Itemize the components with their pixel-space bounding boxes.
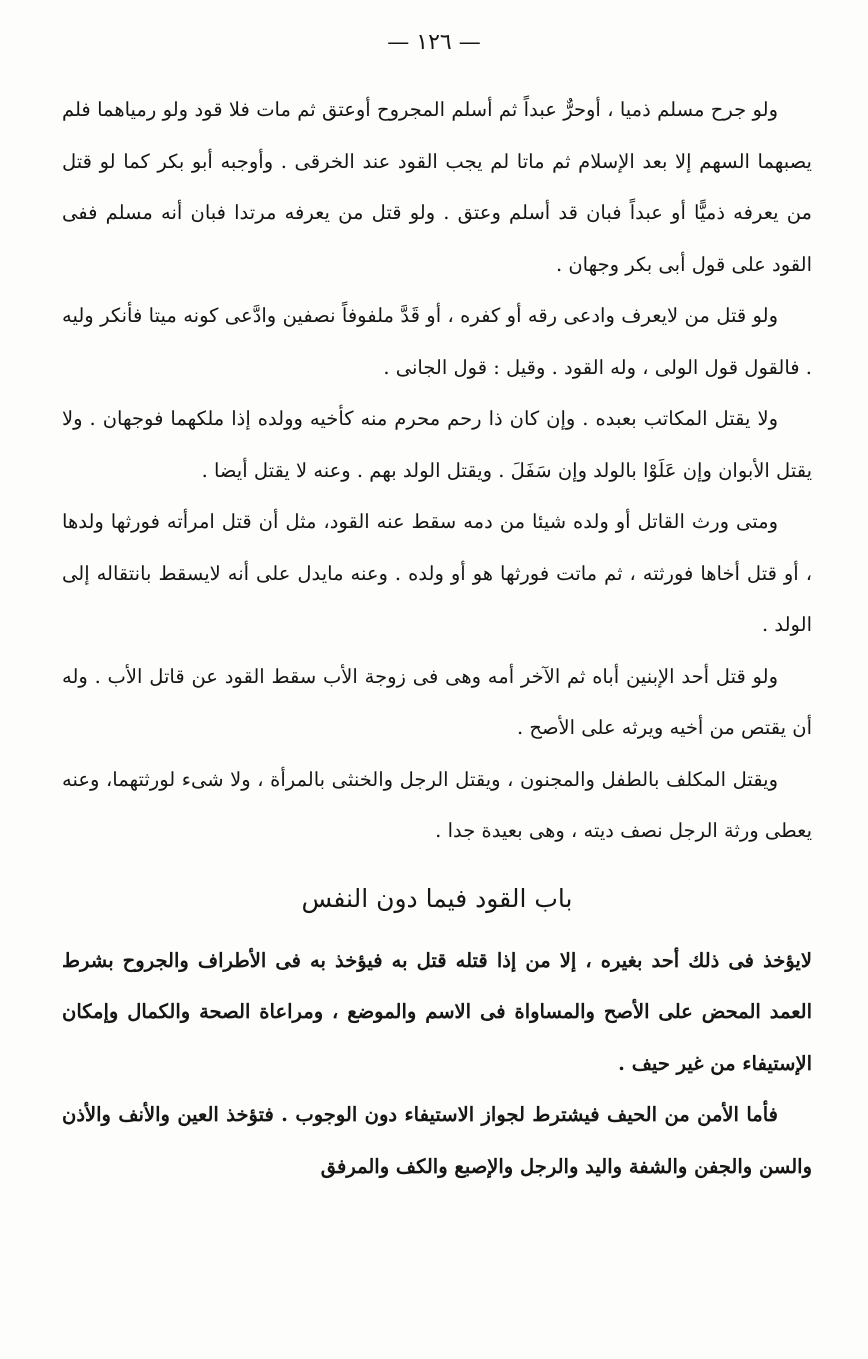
paragraph-1: ولو جرح مسلم ذميا ، أوحرٌّ عبداً ثم أسلم المجروح أوعتق ثم مات فلا قود ولو رمياهما فلم يصبهما السهم إلا بعد الإسلام ثم ماتا لم يجب القود عند الخرقى . وأوجبه أبو بكر كما لو قتل من يعرفه ذميًّا أو عبداً فبان قد أسلم وعتق . ولو قتل من يعرفه مرتدا فبان أنه مسلم ففى القود على قول أبى بكر وجهان . [62,98,812,276]
paragraph-8: فأما الأمن من الحيف فيشترط لجواز الاستيفاء دون الوجوب . فتؤخذ العين والأنف والأذن والسن والجفن والشفة واليد والرجل والإصبع والكف والمرفق [62,1103,812,1178]
paragraph-7: لايؤخذ فى ذلك أحد بغيره ، إلا من إذا قتله قتل به فيؤخذ به فى الأطراف والجروح بشرط العمد المحض على الأصح والمساواة فى الاسم والموضع ، ومراعاة الصحة والكمال وإمكان الإستيفاء من غير حيف . [62,948,812,1075]
paragraph-5: ولو قتل أحد الإبنين أباه ثم الآخر أمه وهى فى زوجة الأب سقط القود عن قاتل الأب . وله أن يقتص من أخيه ويرثه على الأصح . [62,664,812,739]
paragraph-6: ويقتل المكلف بالطفل والمجنون ، ويقتل الرجل والخنثى بالمرأة ، ولا شىء لورثتهما، وعنه يعطى ورثة الرجل نصف ديته ، وهى بعيدة جدا . [62,767,812,842]
paragraph-2: ولو قتل من لايعرف وادعى رقه أو كفره ، أو قَدَّ ملفوفاً نصفين وادَّعى كونه ميتا فأنكر وليه . فالقول قول الولى ، وله القود . وقيل : قول الجانى . [62,304,812,379]
paragraph-4: ومتى ورث القاتل أو ولده شيئا من دمه سقط عنه القود، مثل أن قتل امرأته فورثها ولدها ، أو قتل أخاها فورثته ، ثم ماتت فورثها هو أو ولده . وعنه مايدل على أنه لايسقط بانتقاله إلى الولد . [62,510,812,636]
page-number: — ١٢٦ — [387,30,481,55]
body-text [62,84,812,1192]
paragraph-3: ولا يقتل المكاتب بعبده . وإن كان ذا رحم محرم منه كأخيه وولده إذا ملكهما فوجهان . ولا يقتل الأبوان وإن عَلَوْا بالولد وإن سَفَلَ . ويقتل الولد بهم . وعنه لا يقتل أيضا . [62,407,812,482]
section-heading: باب القود فيما دون النفس [301,883,573,913]
